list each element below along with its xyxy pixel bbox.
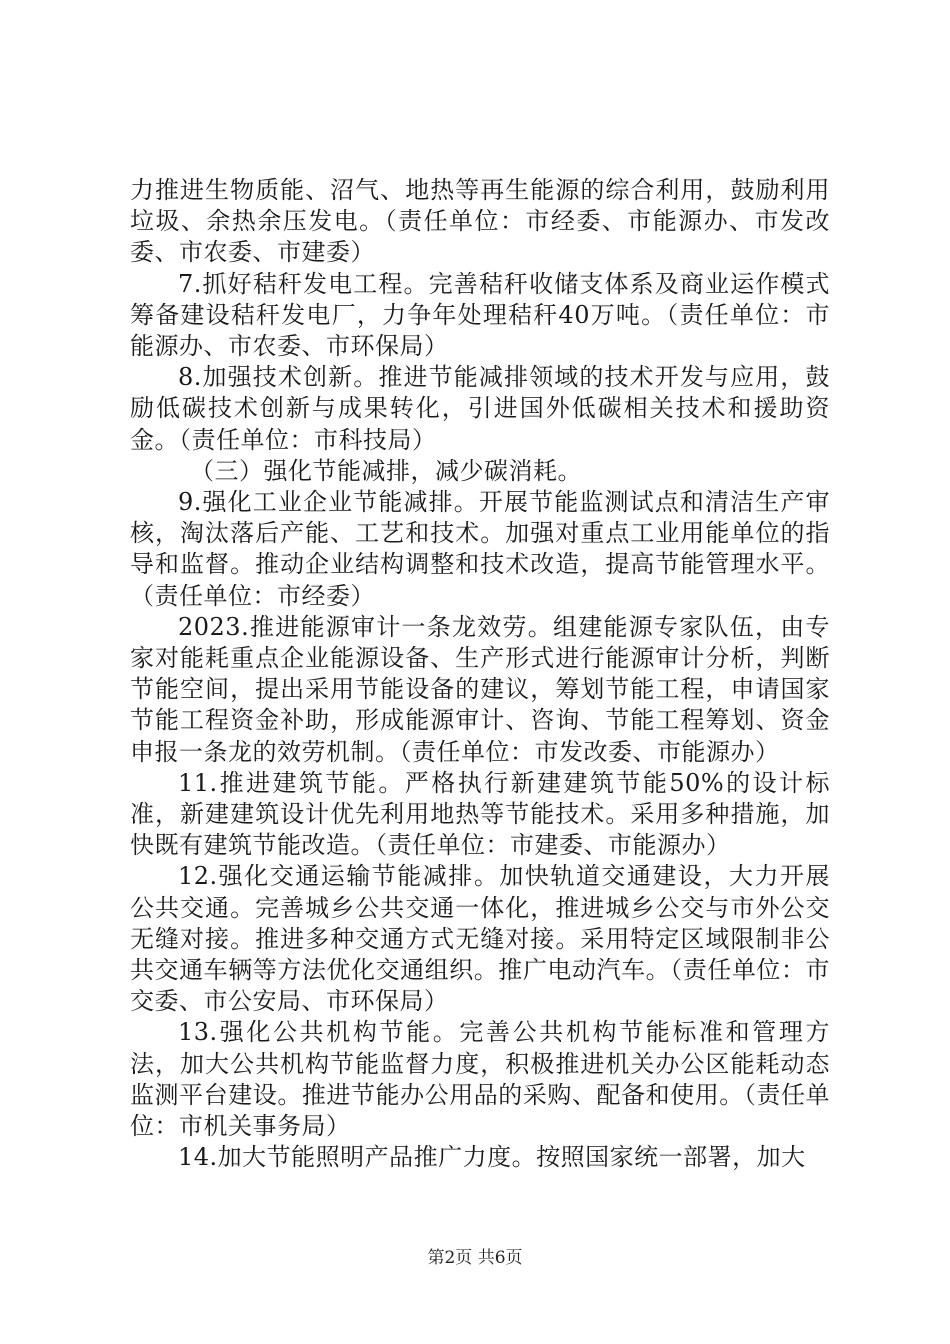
paragraph-8: 13.强化公共机构节能。完善公共机构节能标准和管理方法，加大公共机构节能监督力度，积极推进机关办公区能耗动态监测平台建设。推进节能办公用品的采购、配备和使用。（责任单位：市机关事务局） xyxy=(130,1018,830,1141)
document-body xyxy=(130,175,830,1174)
paragraph-5: 2023.推进能源审计一条龙效劳。组建能源专家队伍，由专家对能耗重点企业能源设备、生产形式进行能源审计分析，判断节能空间，提出采用节能设备的建议，筹划节能工程，申请国家节能工程资金补助，形成能源审计、咨询、节能工程筹划、资金申报一条龙的效劳机制。（责任单位：市发改委、市能源办） xyxy=(130,612,830,766)
paragraph-1: 7.抓好秸秆发电工程。完善秸秆收储支体系及商业运作模式筹备建设秸秆发电厂，力争年处理秸秆40万吨。（责任单位：市能源办、市农委、市环保局） xyxy=(130,269,830,361)
paragraph-7: 12.强化交通运输节能减排。加快轨道交通建设，大力开展公共交通。完善城乡公共交通一体化，推进城乡公交与市外公交无缝对接。推进多种交通方式无缝对接。采用特定区域限制非公共交通车辆等方法优化交通组织。推广电动汽车。（责任单位：市交委、市公安局、市环保局） xyxy=(130,862,830,1016)
paragraph-9: 14.加大节能照明产品推广力度。按照国家统一部署，加大 xyxy=(178,1143,806,1172)
paragraph-0: 力推进生物质能、沼气、地热等再生能源的综合利用，鼓励利用垃圾、余热余压发电。（责任单位：市经委、市能源办、市发改委、市农委、市建委） xyxy=(130,176,830,267)
section-heading: （三）强化节能减排，减少碳消耗。 xyxy=(190,456,582,485)
page-number-label: 第2页 共6页 xyxy=(427,1248,523,1268)
paragraph-2: 8.加强技术创新。推进节能减排领域的技术开发与应用，鼓励低碳技术创新与成果转化，引进国外低碳相关技术和援助资金。（责任单位：市科技局） xyxy=(130,363,830,454)
paragraph-4: 9.强化工业企业节能减排。开展节能监测试点和清洁生产审核，淘汰落后产能、工艺和技术。加强对重点工业用能单位的指导和监督。推动企业结构调整和技术改造，提高节能管理水平。（责任单位：市经委） xyxy=(130,488,830,610)
paragraph-6: 11.推进建筑节能。严格执行新建建筑节能50%的设计标准，新建建筑设计优先利用地热等节能技术。采用多种措施，加快既有建筑节能改造。（责任单位：市建委、市能源办） xyxy=(130,768,830,860)
page-footer xyxy=(0,1243,950,1268)
